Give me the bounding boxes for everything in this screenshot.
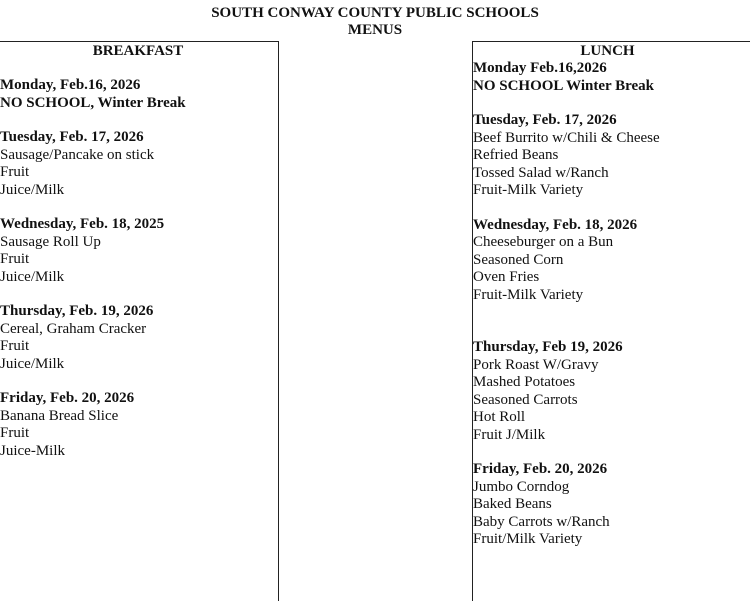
lunch-day [473, 461, 750, 549]
breakfast-day-title: Wednesday, Feb. 18, 2025 [0, 216, 165, 232]
lunch-menu-item: Baked Beans [473, 496, 552, 512]
lunch-menu-item: Seasoned Carrots [473, 391, 578, 408]
breakfast-menu-item: Juice/Milk [0, 268, 65, 285]
lunch-day-title: Wednesday, Feb. 18, 2026 [473, 216, 638, 233]
lunch-day [473, 60, 750, 95]
breakfast-day-title: Thursday, Feb. 19, 2026 [0, 303, 154, 319]
lunch-menu-item: Pork Roast W/Gravy [473, 356, 599, 373]
lunch-menu-item: Seasoned Corn [473, 251, 564, 268]
breakfast-menu-item: Juice-Milk [0, 442, 65, 459]
lunch-day [473, 112, 750, 200]
breakfast-day [0, 303, 278, 373]
breakfast-day-title: Tuesday, Feb. 17, 2026 [0, 129, 144, 145]
lunch-menu-item: Fruit-Milk Variety [473, 286, 584, 303]
lunch-day-title: Monday Feb.16,2026 [473, 60, 607, 76]
lunch-menu-item: Beef Burrito w/Chili & Cheese [473, 129, 660, 146]
breakfast-menu-item: Juice/Milk [0, 181, 65, 198]
breakfast-menu-item: Fruit [0, 251, 30, 267]
breakfast-day-title: Friday, Feb. 20, 2026 [0, 390, 135, 406]
breakfast-menu-item: NO SCHOOL, Winter Break [0, 94, 186, 111]
lunch-menu-item: Refried Beans [473, 147, 559, 163]
breakfast-menu-item: Sausage/Pancake on stick [0, 146, 155, 163]
lunch-menu-item: Jumbo Corndog [473, 478, 570, 495]
lunch-heading: LUNCH [580, 43, 635, 59]
breakfast-day-title: Monday, Feb.16, 2026 [0, 77, 141, 93]
breakfast-menu-item: Sausage Roll Up [0, 233, 101, 250]
breakfast-menu-item: Fruit [0, 425, 30, 441]
breakfast-menu-item: Banana Bread Slice [0, 407, 119, 424]
lunch-days [473, 60, 750, 549]
lunch-menu-item: Fruit-Milk Variety [473, 182, 584, 198]
breakfast-column [0, 41, 279, 601]
breakfast-day [0, 216, 278, 286]
breakfast-heading: BREAKFAST [92, 43, 184, 59]
lunch-column [472, 41, 750, 601]
breakfast-day [0, 77, 278, 112]
breakfast-menu-item: Fruit [0, 164, 30, 180]
lunch-menu-item: Mashed Potatoes [473, 374, 576, 390]
lunch-menu-item: Fruit/Milk Variety [473, 531, 583, 547]
lunch-day-title: Friday, Feb. 20, 2026 [473, 461, 608, 477]
title-line-2: MENUS [347, 22, 403, 38]
breakfast-menu-item: Cereal, Graham Cracker [0, 320, 147, 337]
lunch-menu-item: Fruit J/Milk [473, 426, 546, 443]
breakfast-day [0, 129, 278, 199]
breakfast-menu-item: Juice/Milk [0, 355, 65, 372]
lunch-menu-item: Tossed Salad w/Ranch [473, 164, 609, 181]
lunch-menu-item: Baby Carrots w/Ranch [473, 513, 610, 530]
page-title [0, 5, 750, 39]
lunch-menu-item: Oven Fries [473, 269, 540, 285]
breakfast-day [0, 390, 278, 460]
breakfast-menu-item: Fruit [0, 338, 30, 354]
lunch-day-title: Thursday, Feb 19, 2026 [473, 339, 623, 355]
title-line-1: SOUTH CONWAY COUNTY PUBLIC SCHOOLS [211, 5, 539, 21]
lunch-menu-item: Cheeseburger on a Bun [473, 234, 614, 250]
lunch-day [473, 217, 750, 305]
lunch-menu-item: NO SCHOOL Winter Break [473, 77, 655, 94]
lunch-menu-item: Hot Roll [473, 409, 526, 425]
lunch-day [473, 339, 750, 444]
lunch-day-title: Tuesday, Feb. 17, 2026 [473, 112, 617, 128]
breakfast-days [0, 77, 278, 460]
